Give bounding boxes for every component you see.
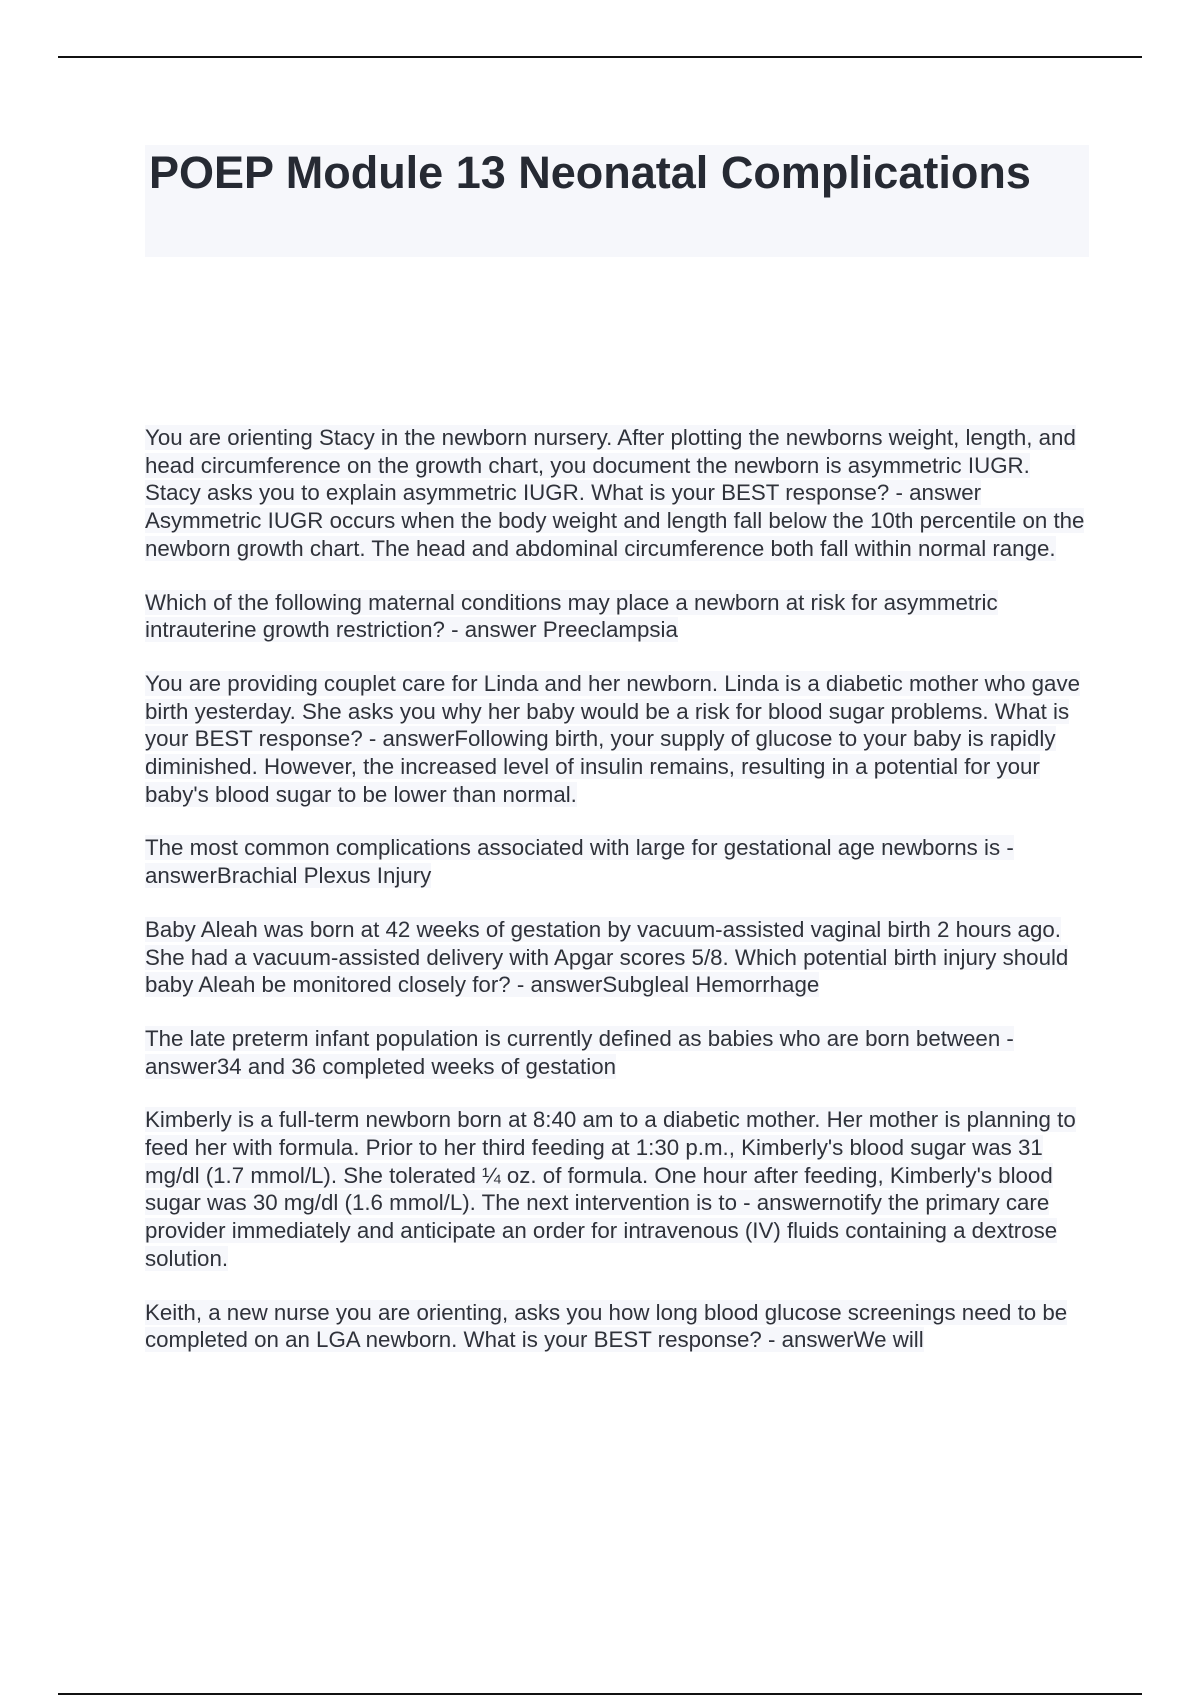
qa-item (145, 834, 1089, 889)
qa-text: Keith, a new nurse you are orienting, asks you how long blood glucose screenings need to be completed on an LGA newborn. What is your BEST response? - answerWe will (145, 1299, 1068, 1353)
qa-text: The most common complications associated with large for gestational age newborns is - answerBrachial Plexus Injury (145, 835, 1014, 889)
qa-item (145, 670, 1089, 809)
qa-text: You are orienting Stacy in the newborn nursery. After plotting the newborns weight, length, and head circumference on the growth chart, you document the newborn is asymmetric IUGR. Stacy asks you to explain asymmetric IUGR. What is your BEST response? - answer Asymmetric IUGR occurs when the body weight and length fall below the 10th percentile on the newborn growth chart. The head and abdominal circumference both fall within normal range. (145, 425, 1085, 561)
qa-list (145, 424, 1089, 1380)
qa-item (145, 424, 1089, 563)
qa-text: You are providing couplet care for Linda and her newborn. Linda is a diabetic mother who gave birth yesterday. She asks you why her baby would be a risk for blood sugar problems. What is your BEST response? - answerFollowing birth, your supply of glucose to your baby is rapidly diminished. However, the increased level of insulin remains, resulting in a potential for your baby's blood sugar to be lower than normal. (145, 670, 1081, 807)
qa-item (145, 589, 1089, 644)
qa-item (145, 916, 1089, 999)
footer-rule (58, 1693, 1142, 1695)
header-rule (58, 56, 1142, 58)
qa-text: Baby Aleah was born at 42 weeks of gestation by vacuum-assisted vaginal birth 2 hours ago. She had a vacuum-assisted delivery with Apgar scores 5/8. Which potential birth injury should baby Aleah be monitored closely for? - answerSubgleal Hemorrhage (145, 916, 1069, 998)
title-block (145, 145, 1089, 257)
qa-text: Which of the following maternal conditions may place a newborn at risk for asymmetric intrauterine growth restriction? - answer Preeclampsia (145, 589, 998, 643)
qa-item (145, 1106, 1089, 1272)
qa-text: Kimberly is a full-term newborn born at 8:40 am to a diabetic mother. Her mother is planning to feed her with formula. Prior to her third feeding at 1:30 p.m., Kimberly's blood sugar was 31 mg/dl (1.7 mmol/L). She tolerated ¼ oz. of formula. One hour after feeding, Kimberly's blood sugar was 30 mg/dl (1.6 mmol/L). The next intervention is to - answernotify the primary care provider immediately and anticipate an order for intravenous (IV) fluids containing a dextrose solution. (145, 1107, 1076, 1271)
qa-item (145, 1299, 1089, 1354)
qa-item (145, 1025, 1089, 1080)
qa-text: The late preterm infant population is currently defined as babies who are born between - answer34 and 36 completed weeks of gestation (145, 1025, 1014, 1079)
page-title: POEP Module 13 Neonatal Complications (149, 147, 1031, 198)
